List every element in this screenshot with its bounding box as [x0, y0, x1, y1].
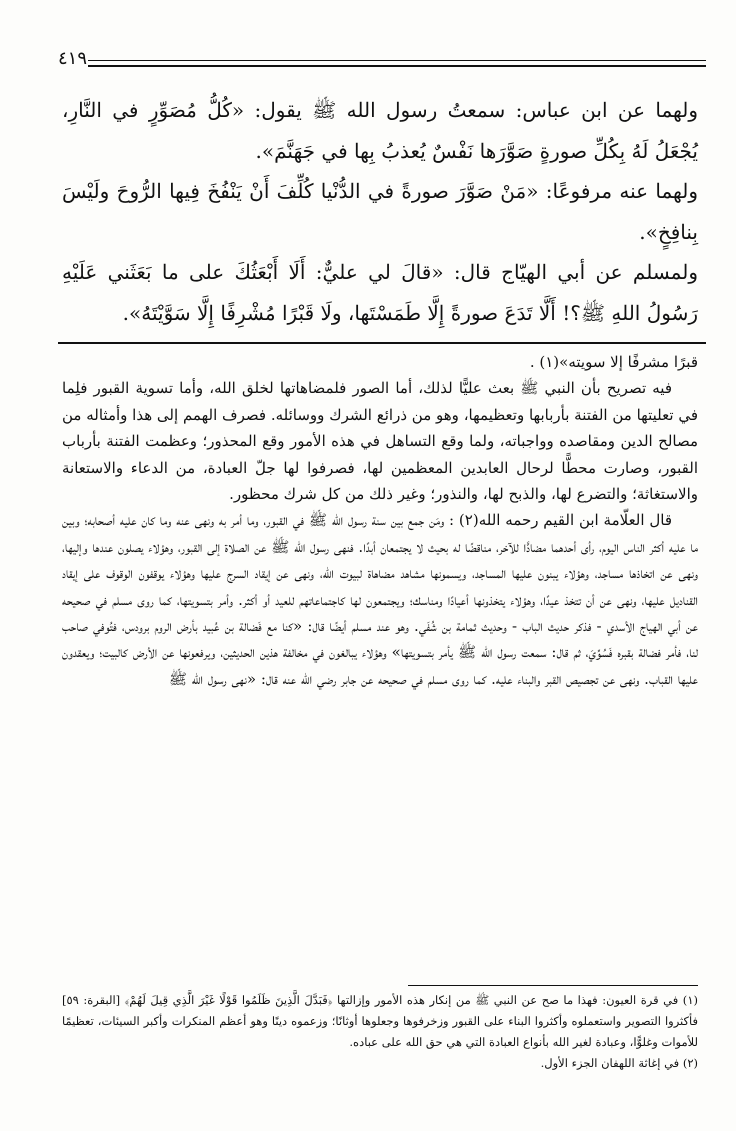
footnotes-block	[62, 990, 698, 1074]
footnote: (١) في قرة العيون: فهذا ما صح عن النبي ﷺ من إنكار هذه الأمور وإزالتها ﴿فَبَدَّلَ الَّذِينَ ظَلَمُوا قَوْلًا غَيْرَ الَّذِي قِيلَ لَهُمْ﴾ [البقرة: ٥٩] فأكثروا التصوير واستعملوه وأكثروا البناء على القبور وزخرفوها وجعلوها أوثانًا؛ وزعموه دينًا وهو أعظم المنكرات وأكبر السيئات، تعظيمًا للأموات وغلوًّا، وعبادة لغير الله بأنواع العبادة التي هي حق الله على عباده.	[62, 993, 698, 1049]
header-rule	[88, 60, 706, 61]
commentary-paragraph: قبرًا مشرفًا إلا سويته»(١) .	[529, 353, 698, 371]
hadith-paragraph: ولهما عنه مرفوعًا: «مَنْ صَوَّرَ صورةً في الدُّنْيا كُلِّفَ أَنْ يَنْفُخَ فِيها الرُّوحَ ولَيْسَ بِنافِخٍ».	[62, 179, 698, 244]
footnote: (٢) في إغاثة اللهفان الجزء الأول.	[540, 1056, 698, 1070]
hadith-paragraph: ولمسلم عن أبي الهيّاج قال: «قالَ لي عليٌّ: أَلَا أَبْعَثُكَ على ما بَعَثَني عَلَيْهِ رَسُولُ اللهِ ﷺ؟! أَلَّا تَدَعَ صورةً إِلَّا طَمَسْتَها، ولَا قَبْرًا مُشْرِفًا إِلَّا سَوَّيْتَهُ».	[62, 260, 698, 325]
hadith-paragraph: ولهما عن ابن عباس: سمعتُ رسول الله ﷺ يقول: «كُلُّ مُصَوِّرٍ في النَّارِ، يُجْعَلُ لَهُ بِكُلِّ صورةٍ صَوَّرَها نَفْسٌ يُعذبُ بِها في جَهَنَّمَ».	[62, 98, 698, 163]
page-number: ٤١٩	[58, 48, 88, 69]
header-rule-thick	[88, 65, 706, 67]
hadith-text-block	[62, 90, 698, 333]
commentary-paragraph: قال العلّامة ابن القيم رحمه الله(٢) : ومَن جمع بين سنة رسول الله ﷺ في القبور، وما أمر به ونهى عنه وما كان عليه أصحابه؛ وبين ما عليه أكثر الناس اليوم، رأى أحدهما مضادًّا للآخر، مناقضًا له بحيث لا يجتمعان أبدًا. فنهى رسول الله ﷺ عن الصلاة إلى القبور، وهؤلاء يصلون عندها وإليها، ونهى عن اتخاذها مساجد، وهؤلاء يبنون عليها المساجد، ويسمونها مشاهد مضاهاة لبيوت الله، ونهى عن إيقاد السرج عليها وهؤلاء يوقفون الوقوف على إيقاد القناديل عليها، ونهى عن أن تتخذ عيدًا، وهؤلاء يتخذونها أعيادًا ومناسك؛ ويجتمعون لها كاجتماعاتهم للعيد أو أكثر. وأمر بتسويتها، كما روى مسلم في صحيحه عن أبي الهياج الأسدي - فذكر حديث الباب - وحديث ثمامة بن شُفَي. وهو عند مسلم أيضًا قال: «كنا مع فَضالة بن عُبيد بأرض الروم برودس، فتُوفي صاحب لنا، فأمر فضالة بقبره فَسُوِّيَ، ثم قال: سمعت رسول الله ﷺ يأمر بتسويتها» وهؤلاء يبالغون في مخالفة هذين الحديثين، ويرفعونها عن الأرض كالبيت؛ ويعقدون عليها القباب. ونهى عن تجصيص القبر والبناء عليه. كما روى مسلم في صحيحه عن جابر رضي الله عنه قال: «نهى رسول الله ﷺ	[62, 511, 698, 688]
footnote-separator	[408, 985, 698, 986]
commentary-paragraph: فيه تصريح بأن النبي ﷺ بعث عليًّا لذلك، أما الصور فلمضاهاتها لخلق الله، وأما تسوية القبور فلِما في تعليتها من الفتنة بأربابها وتعظيمها، وهو من ذرائع الشرك ووسائله. فصرف الهمم إلى هذا وأمثاله من مصالح الدين ومقاصده وواجباته، ولما وقع التساهل في هذه الأمور وقع المحذور؛ وعظمت الفتنة بأرباب القبور، وصارت محطًّا لرحال العابدين المعظمين لها، فصرفوا لها جلّ العبادة، من الدعاء والاستعانة والاستغاثة؛ والتضرع لها، والذبح لها، والنذور؛ وغير ذلك من كل شرك محظور.	[62, 379, 698, 504]
section-separator	[58, 342, 706, 344]
commentary-block	[62, 349, 698, 692]
